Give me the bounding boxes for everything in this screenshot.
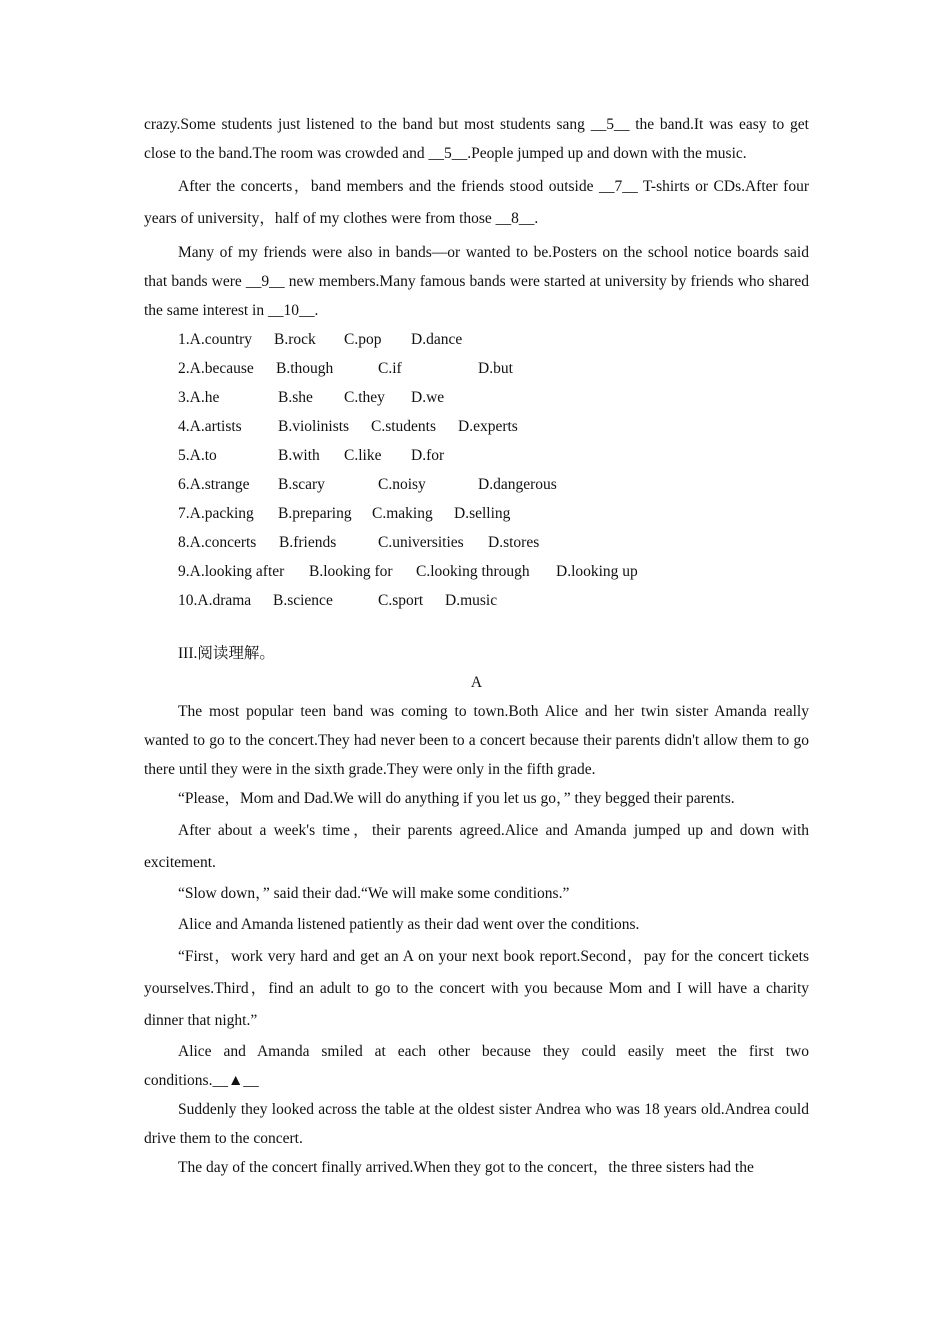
question-8: 8.A.concerts B.friends C.universities D.stores — [178, 534, 540, 551]
question-2: 2.A.because B.though C.if D.but — [178, 360, 513, 377]
cloze-paragraph-2: After the concerts，band members and the friends stood outside __7__ T-shirts or CDs.After four years of university，half of my clothes were from those __8__. — [144, 178, 809, 227]
reading-paragraph-3: After about a week's time，their parents agreed.Alice and Amanda jumped up and down with excitement. — [144, 822, 809, 871]
reading-paragraph-9: The day of the concert finally arrived.When they got to the concert，the three sisters had the — [178, 1159, 754, 1176]
reading-paragraph-6: “First，work very hard and get an A on your next book report.Second，pay for the concert tickets yourselves.Third，find an adult to go to the concert with you because Mom and I will have a charity dinner that night.” — [144, 948, 809, 1029]
question-5: 5.A.to B.with C.like D.for — [178, 447, 445, 464]
reading-paragraph-1: The most popular teen band was coming to town.Both Alice and her twin sister Amanda really wanted to go to the concert.They had never been to a concert because their parents didn't allow them to go there until they were in the sixth grade.They were only in the fifth grade. — [144, 703, 809, 778]
question-7: 7.A.packing B.preparing C.making D.selling — [178, 505, 511, 522]
cloze-paragraph-3: Many of my friends were also in bands—or wanted to be.Posters on the school notice boards said that bands were __9__ new members.Many famous bands were started at university by friends who shared the same interest in __10__. — [144, 244, 809, 319]
cloze-paragraph-1: crazy.Some students just listened to the band but most students sang __5__ the band.It was easy to get close to the band.The room was crowded and __5__.People jumped up and down with the music. — [144, 116, 809, 162]
question-6: 6.A.strange B.scary C.noisy D.dangerous — [178, 476, 557, 493]
question-4: 4.A.artists B.violinists C.students D.experts — [178, 418, 518, 435]
reading-paragraph-8: Suddenly they looked across the table at the oldest sister Andrea who was 18 years old.Andrea could drive them to the concert. — [144, 1101, 809, 1147]
question-9: 9.A.looking after B.looking for C.looking through D.looking up — [178, 563, 638, 580]
section-title: III.阅读理解。 — [178, 645, 275, 662]
cloze-options-list — [144, 325, 809, 615]
question-10: 10.A.drama B.science C.sport D.music — [178, 592, 498, 609]
reading-paragraph-2: “Please，Mom and Dad.We will do anything if you let us go，” they begged their parents. — [178, 790, 735, 807]
reading-paragraph-7: Alice and Amanda smiled at each other because they could easily meet the first two conditions.__▲__ — [144, 1043, 809, 1089]
passage-label: A — [470, 674, 483, 691]
reading-paragraph-5: Alice and Amanda listened patiently as their dad went over the conditions. — [178, 916, 640, 933]
document-page — [144, 110, 809, 1182]
question-3: 3.A.he B.she C.they D.we — [178, 389, 445, 406]
reading-paragraph-4: “Slow down，” said their dad.“We will make some conditions.” — [178, 885, 570, 902]
question-1: 1.A.country B.rock C.pop D.dance — [178, 331, 463, 348]
